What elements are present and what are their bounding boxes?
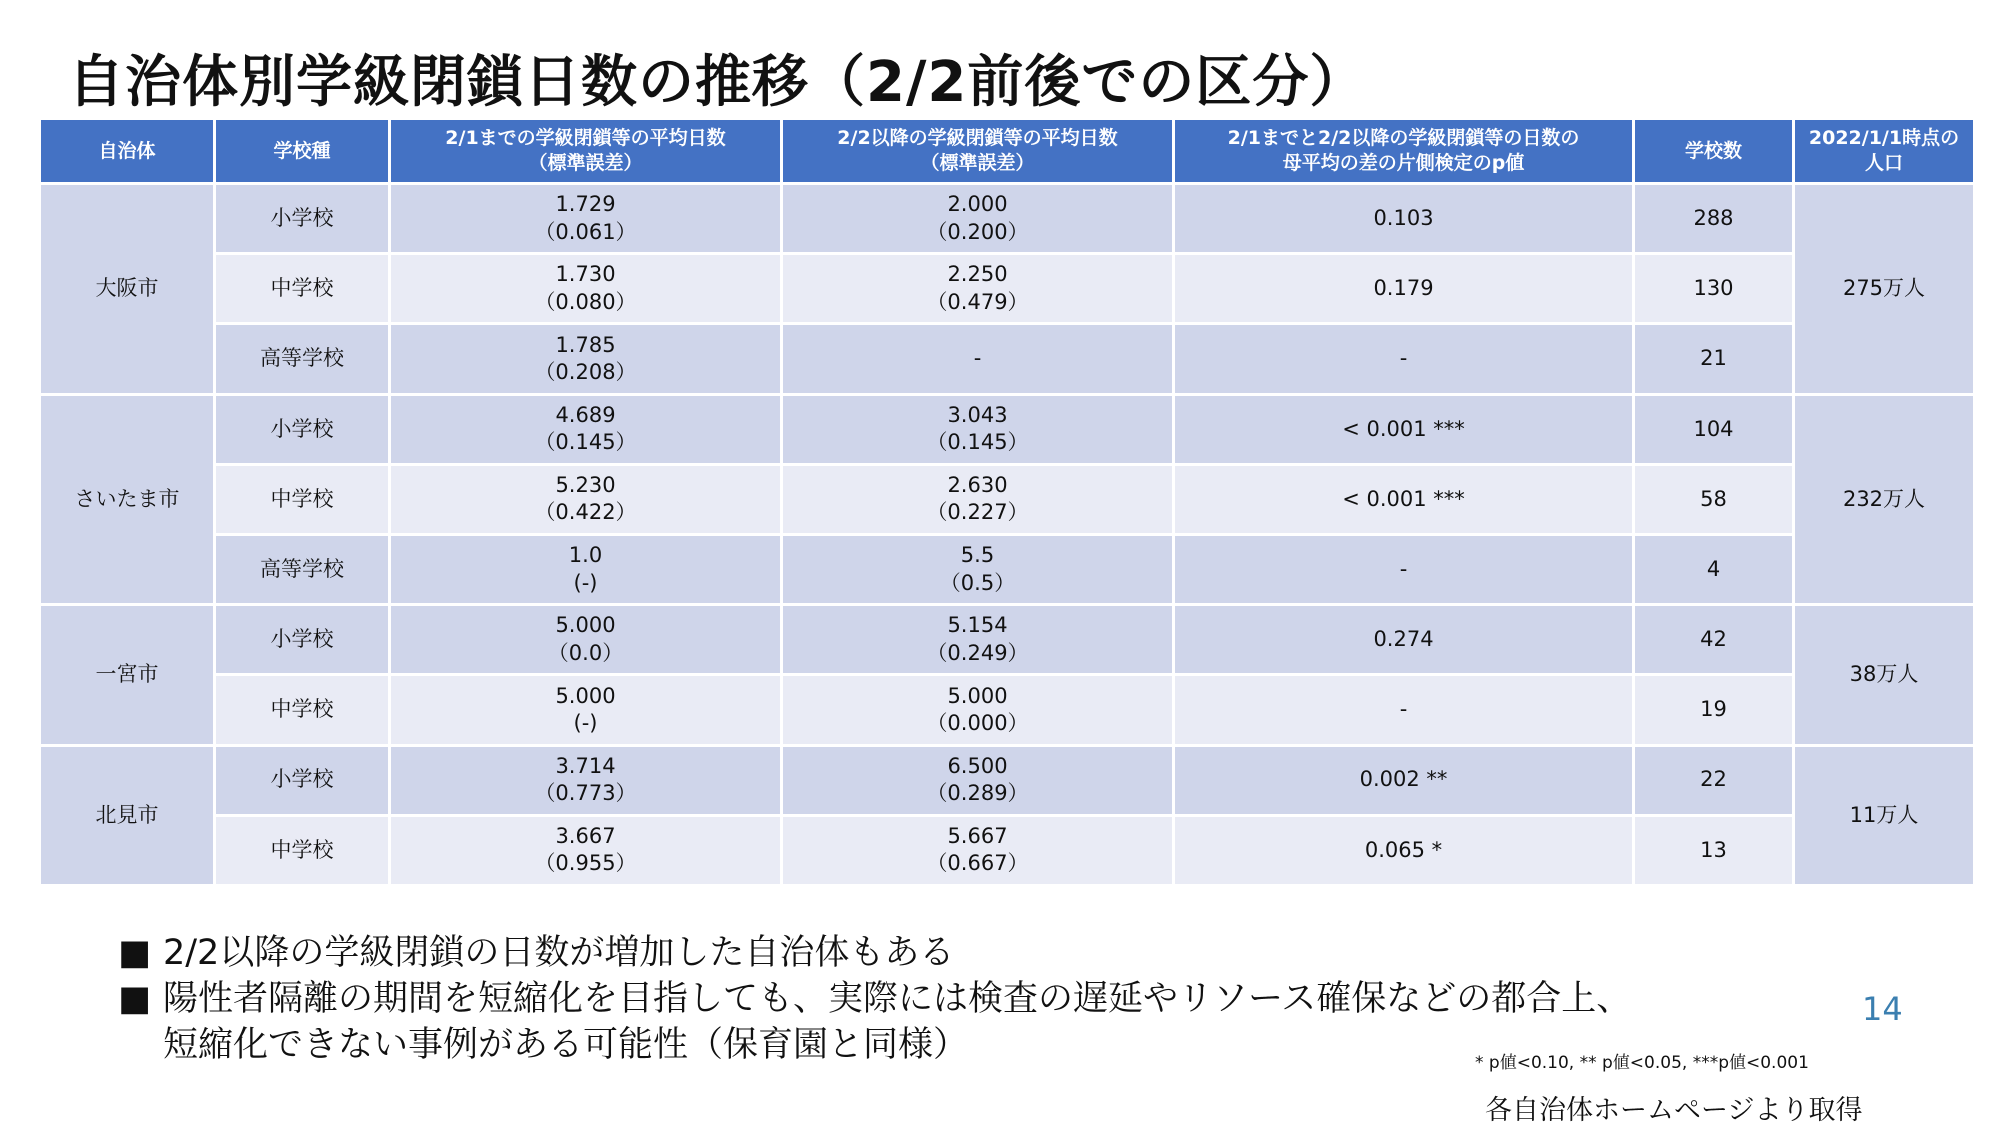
school-count-cell: 19	[1634, 675, 1794, 745]
p-value-cell: -	[1174, 324, 1634, 394]
school-count-cell: 42	[1634, 605, 1794, 675]
before-cell: 1.0 (-)	[390, 534, 782, 604]
table-row	[40, 534, 1975, 604]
p-value-cell: 0.065 *	[1174, 815, 1634, 885]
population-cell: 38万人	[1794, 605, 1975, 745]
slide-title: 自治体別学級閉鎖日数の推移（2/2前後での区分）	[68, 38, 1378, 124]
before-cell: 5.000 （0.0）	[390, 605, 782, 675]
table-row	[40, 675, 1975, 745]
p-value-cell: -	[1174, 675, 1634, 745]
school-count-cell: 104	[1634, 394, 1794, 464]
after-cell: -	[782, 324, 1174, 394]
bullet-text: 2/2以降の学級閉鎖の日数が増加した自治体もある	[163, 933, 955, 973]
table-row	[40, 394, 1975, 464]
school-type-cell: 小学校	[215, 605, 390, 675]
after-cell: 5.154 （0.249）	[782, 605, 1174, 675]
before-cell: 1.729 （0.061）	[390, 184, 782, 254]
school-type-cell: 高等学校	[215, 534, 390, 604]
before-cell: 3.667 （0.955）	[390, 815, 782, 885]
school-type-cell: 小学校	[215, 184, 390, 254]
school-count-cell: 21	[1634, 324, 1794, 394]
school-type-cell: 中学校	[215, 815, 390, 885]
significance-footnote: * p値<0.10, ** p値<0.05, ***p値<0.001	[1475, 1053, 1809, 1073]
closure-days-table	[38, 117, 1976, 887]
p-value-cell: < 0.001 ***	[1174, 394, 1634, 464]
before-cell: 1.785 （0.208）	[390, 324, 782, 394]
school-count-cell: 13	[1634, 815, 1794, 885]
after-cell: 2.250 （0.479）	[782, 254, 1174, 324]
table-row	[40, 605, 1975, 675]
p-value-cell: < 0.001 ***	[1174, 464, 1634, 534]
municipality-cell: さいたま市	[40, 394, 215, 605]
page-number: 14	[1862, 990, 1903, 1028]
header-before-avg: 2/1までの学級閉鎖等の平均日数 （標準誤差）	[390, 119, 782, 184]
school-type-cell: 小学校	[215, 745, 390, 815]
before-cell: 3.714 （0.773）	[390, 745, 782, 815]
p-value-cell: -	[1174, 534, 1634, 604]
municipality-cell: 一宮市	[40, 605, 215, 745]
header-p-value: 2/1までと2/2以降の学級閉鎖等の日数の 母平均の差の片側検定のp値	[1174, 119, 1634, 184]
school-type-cell: 中学校	[215, 675, 390, 745]
municipality-cell: 北見市	[40, 745, 215, 886]
school-count-cell: 58	[1634, 464, 1794, 534]
after-cell: 5.5 （0.5）	[782, 534, 1174, 604]
table-row	[40, 464, 1975, 534]
school-count-cell: 22	[1634, 745, 1794, 815]
after-cell: 5.000 （0.000）	[782, 675, 1174, 745]
header-school-type: 学校種	[215, 119, 390, 184]
p-value-cell: 0.179	[1174, 254, 1634, 324]
table-row	[40, 184, 1975, 254]
header-population: 2022/1/1時点の 人口	[1794, 119, 1975, 184]
municipality-cell: 大阪市	[40, 184, 215, 395]
table-row	[40, 745, 1975, 815]
after-cell: 5.667 （0.667）	[782, 815, 1174, 885]
table-row	[40, 324, 1975, 394]
after-cell: 6.500 （0.289）	[782, 745, 1174, 815]
bullet-item	[118, 930, 1631, 976]
header-after-avg: 2/2以降の学級閉鎖等の平均日数 （標準誤差）	[782, 119, 1174, 184]
before-cell: 5.230 （0.422）	[390, 464, 782, 534]
header-row	[40, 119, 1975, 184]
header-municipality: 自治体	[40, 119, 215, 184]
p-value-cell: 0.274	[1174, 605, 1634, 675]
before-cell: 1.730 （0.080）	[390, 254, 782, 324]
source-note: 各自治体ホームページより取得	[1485, 1095, 1863, 1126]
after-cell: 3.043 （0.145）	[782, 394, 1174, 464]
bullet-text-continued: 短縮化できない事例がある可能性（保育園と同様）	[163, 1025, 969, 1065]
table-row	[40, 254, 1975, 324]
table-row	[40, 815, 1975, 885]
population-cell: 11万人	[1794, 745, 1975, 886]
population-cell: 275万人	[1794, 184, 1975, 395]
school-type-cell: 中学校	[215, 464, 390, 534]
p-value-cell: 0.103	[1174, 184, 1634, 254]
school-type-cell: 高等学校	[215, 324, 390, 394]
after-cell: 2.630 （0.227）	[782, 464, 1174, 534]
after-cell: 2.000 （0.200）	[782, 184, 1174, 254]
school-count-cell: 288	[1634, 184, 1794, 254]
bullet-list	[118, 930, 1631, 1068]
school-count-cell: 4	[1634, 534, 1794, 604]
before-cell: 4.689 （0.145）	[390, 394, 782, 464]
p-value-cell: 0.002 **	[1174, 745, 1634, 815]
school-type-cell: 中学校	[215, 254, 390, 324]
school-type-cell: 小学校	[215, 394, 390, 464]
square-bullet-icon: ■	[118, 979, 152, 1019]
header-school-count: 学校数	[1634, 119, 1794, 184]
before-cell: 5.000 (-)	[390, 675, 782, 745]
bullet-text: 陽性者隔離の期間を短縮化を目指しても、実際には検査の遅延やリソース確保などの都合上、	[163, 979, 1632, 1019]
population-cell: 232万人	[1794, 394, 1975, 605]
bullet-item	[118, 976, 1631, 1022]
square-bullet-icon: ■	[118, 933, 152, 973]
school-count-cell: 130	[1634, 254, 1794, 324]
